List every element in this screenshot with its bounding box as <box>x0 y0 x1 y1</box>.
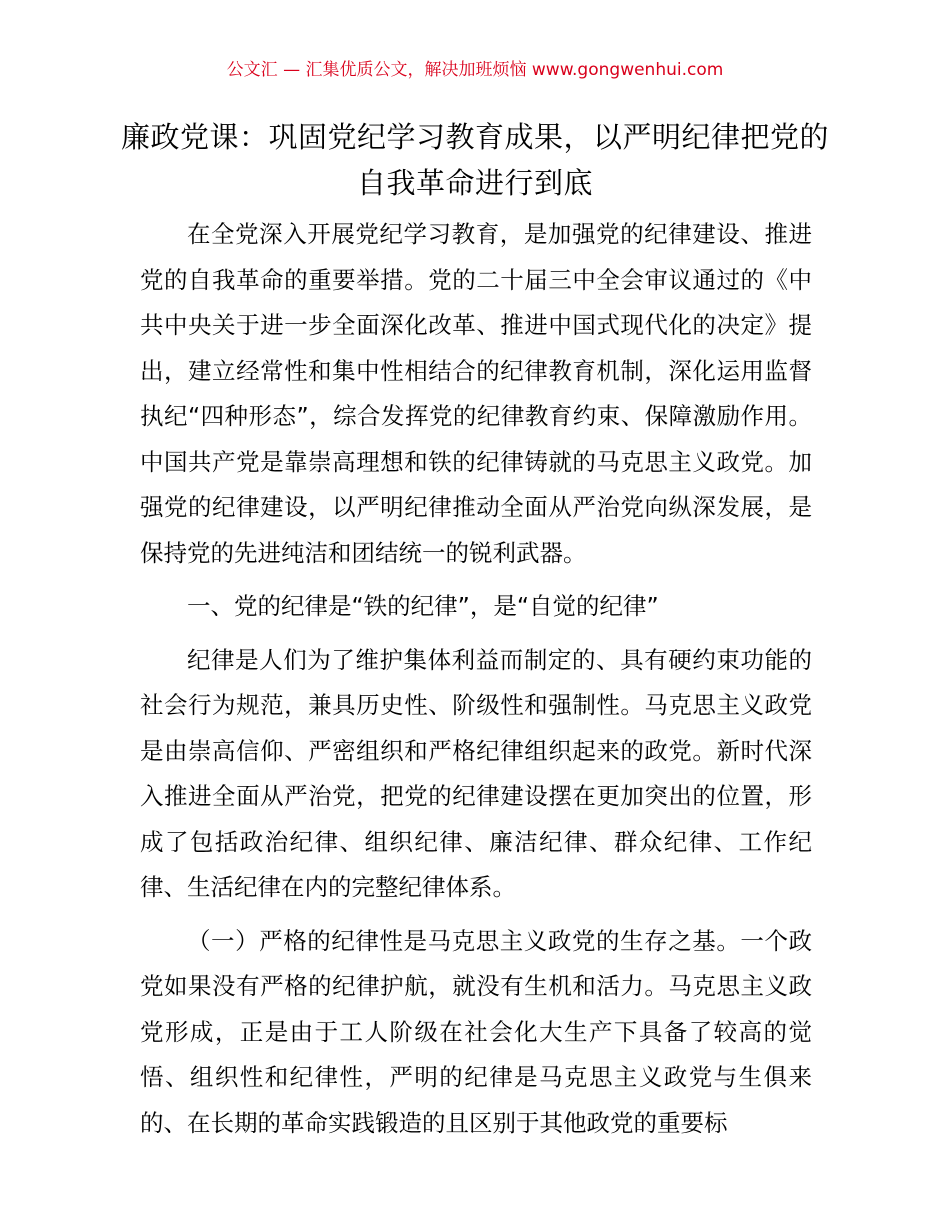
paragraph-subsection-1: （一）严格的纪律性是马克思主义政党的生存之基。一个政党如果没有严格的纪律护航，就没有生机和活力。马克思主义政党形成，正是由于工人阶级在社会化大生产下具备了较高的觉悟、组织性和纪律性，严明的纪律是马克思主义政党与生俱来的、在长期的革命实践锻造的且区别于其他政党的重要标 <box>140 926 812 1137</box>
document-title: 廉政党课：巩固党纪学习教育成果，以严明纪律把党的自我革命进行到底 <box>120 120 829 200</box>
document-body <box>140 212 812 1154</box>
section-heading-1: 一、党的纪律是“铁的纪律”，是“自觉的纪律” <box>187 592 659 620</box>
paragraph-intro: 在全党深入开展党纪学习教育，是加强党的纪律建设、推进党的自我革命的重要举措。党的二十届三中全会审议通过的《中共中央关于进一步全面深化改革、推进中国式现代化的决定》提出，建立经常性和集中性相结合的纪律教育机制，深化运用监督执纪“四种形态”，综合发挥党的纪律教育约束、保障激励作用。中国共产党是靠崇高理想和铁的纪律铸就的马克思主义政党。加强党的纪律建设，以严明纪律推动全面从严治党向纵深发展，是保持党的先进纯洁和团结统一的锐利武器。 <box>140 220 812 567</box>
site-banner: 公文汇 — 汇集优质公文，解决加班烦恼 www.gongwenhui.com <box>226 60 724 80</box>
paragraph-discipline-definition: 纪律是人们为了维护集体利益而制定的、具有硬约束功能的社会行为规范，兼具历史性、阶级性和强制性。马克思主义政党是由崇高信仰、严密组织和严格纪律组织起来的政党。新时代深入推进全面从严治党，把党的纪律建设摆在更加突出的位置，形成了包括政治纪律、组织纪律、廉洁纪律、群众纪律、工作纪律、生活纪律在内的完整纪律体系。 <box>140 645 812 901</box>
